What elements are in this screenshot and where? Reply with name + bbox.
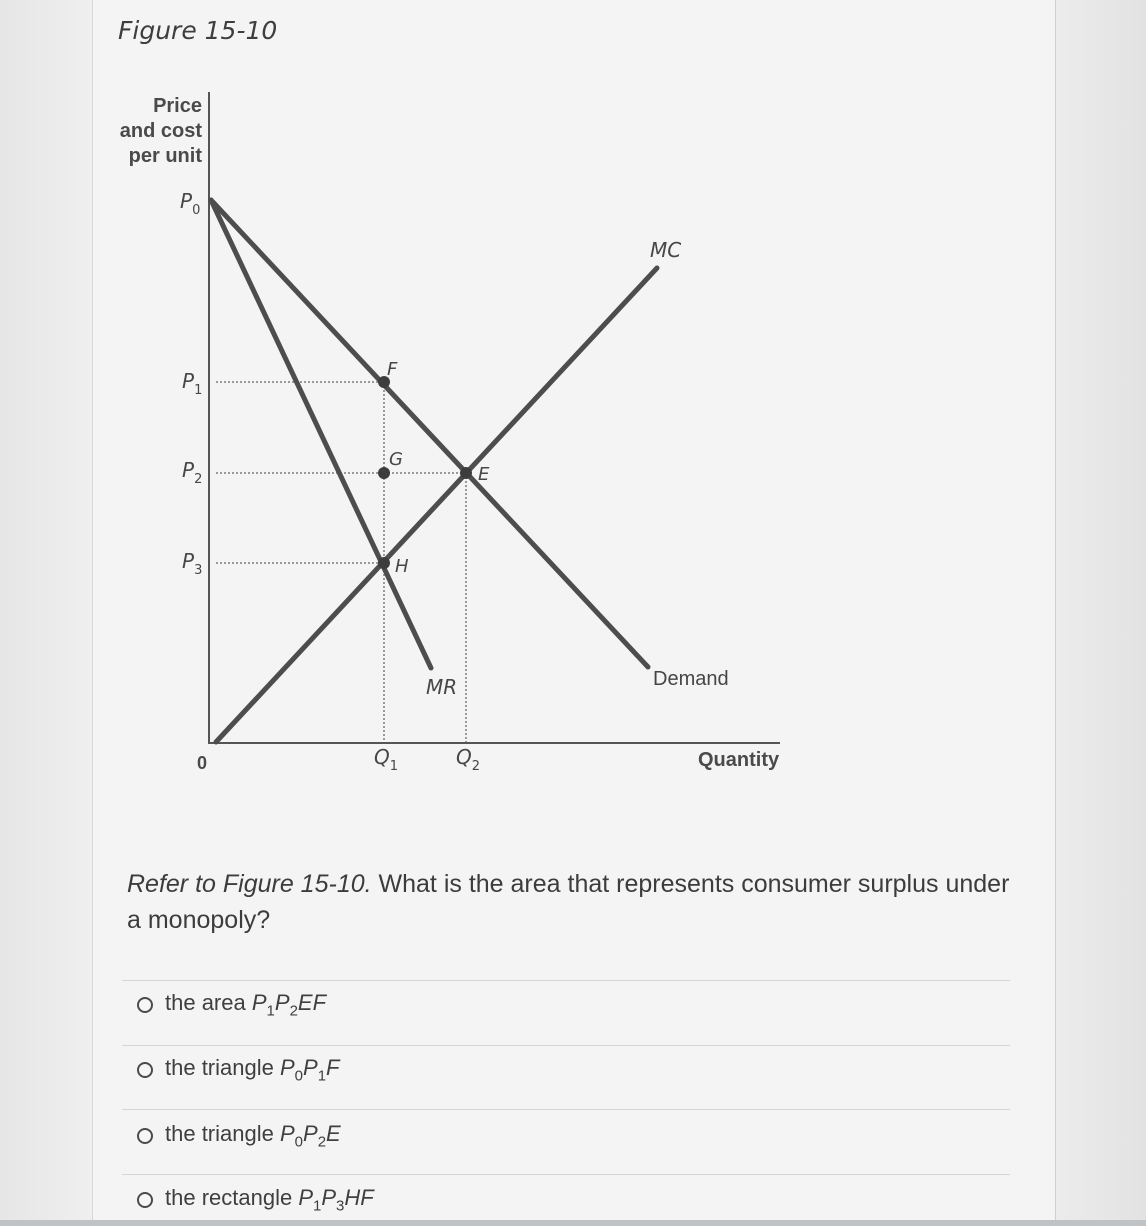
figure-title: Figure 15-10 xyxy=(118,16,278,45)
y-axis-label-line-3: per unit xyxy=(128,145,202,167)
question-text xyxy=(127,866,1027,938)
tick-p2: $P_2$ xyxy=(182,458,203,487)
point-e-dot xyxy=(460,467,472,479)
tick-p0: $P_0$ xyxy=(180,189,201,218)
bottom-rule xyxy=(0,1220,1146,1226)
answer-option-label: the area $P_1P_2EF$ xyxy=(165,990,327,1020)
x-axis-label: Quantity xyxy=(698,749,780,771)
answer-option-label: the triangle $P_0P_1F$ xyxy=(165,1055,340,1085)
separator xyxy=(122,1174,1010,1175)
tick-p1: $P_1$ xyxy=(182,369,203,398)
answer-option-1[interactable] xyxy=(137,990,326,1020)
answer-option-3[interactable] xyxy=(137,1121,341,1151)
radio-button[interactable] xyxy=(137,997,153,1013)
radio-button[interactable] xyxy=(137,1192,153,1208)
radio-button[interactable] xyxy=(137,1062,153,1078)
mr-label: MR xyxy=(426,675,458,699)
separator xyxy=(122,980,1010,981)
answer-option-label: the rectangle $P_1P_3HF$ xyxy=(165,1185,374,1215)
answer-option-4[interactable] xyxy=(137,1185,374,1215)
point-e-label: E xyxy=(478,464,490,485)
point-f-label: F xyxy=(387,359,398,380)
tick-q1: $Q_1$ xyxy=(374,745,399,774)
question-ref: Refer to Figure 15-10. xyxy=(127,870,372,898)
mc-curve xyxy=(216,268,657,742)
tick-q2: $Q_2$ xyxy=(456,745,481,774)
separator xyxy=(122,1109,1010,1110)
separator xyxy=(122,1045,1010,1046)
mc-label: MC xyxy=(650,238,682,262)
demand-curve xyxy=(211,200,648,667)
answer-option-label: the triangle $P_0P_2E$ xyxy=(165,1121,341,1151)
point-h-dot xyxy=(378,557,390,569)
y-axis-label-line-1: Price xyxy=(153,95,202,117)
question-body: What is the area that represents consumer surplus under a monopoly? xyxy=(127,870,1010,934)
radio-button[interactable] xyxy=(137,1128,153,1144)
tick-p3: $P_3$ xyxy=(182,549,203,578)
demand-label: Demand xyxy=(653,668,729,690)
answer-option-2[interactable] xyxy=(137,1055,339,1085)
point-h-label: H xyxy=(395,556,409,577)
origin-label: 0 xyxy=(197,753,208,773)
point-g-label: G xyxy=(389,449,403,470)
y-axis-label-line-2: and cost xyxy=(119,120,202,142)
mr-curve xyxy=(211,200,431,668)
